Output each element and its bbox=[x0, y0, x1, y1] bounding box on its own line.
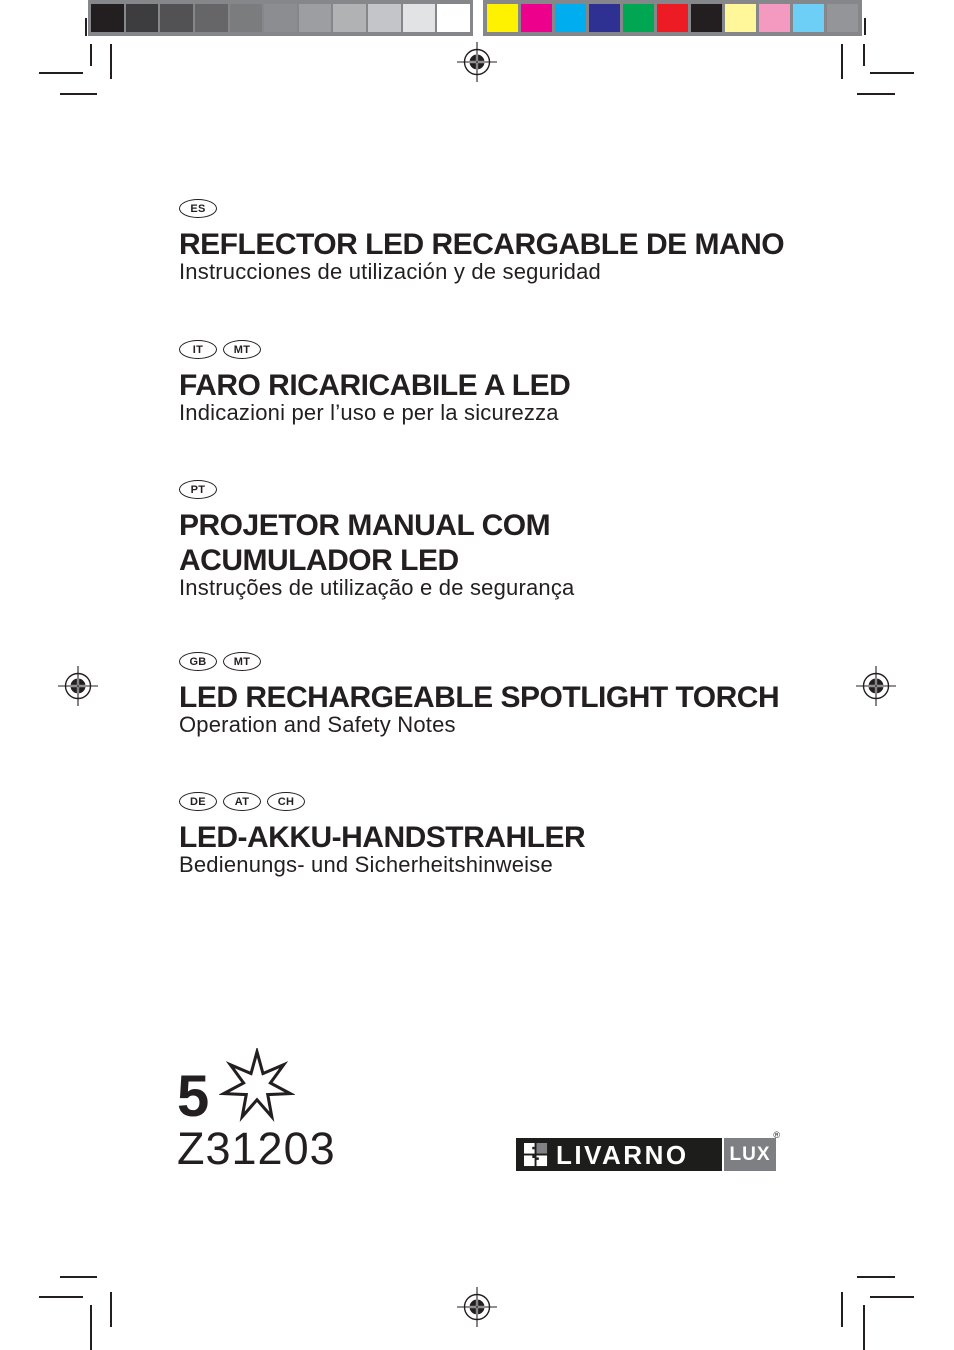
grayscale-swatch bbox=[299, 4, 332, 32]
section-gb-mt bbox=[179, 652, 779, 740]
crop-mark bbox=[60, 93, 97, 95]
crop-mark bbox=[841, 1292, 843, 1327]
language-badges bbox=[179, 480, 575, 499]
grayscale-swatch bbox=[264, 4, 297, 32]
registration-mark-icon bbox=[854, 664, 898, 708]
language-badge-es: ES bbox=[179, 199, 217, 218]
color-swatch bbox=[589, 4, 620, 32]
color-swatch bbox=[691, 4, 722, 32]
language-badges bbox=[179, 199, 784, 218]
color-swatch bbox=[725, 4, 756, 32]
crop-mark bbox=[39, 1296, 83, 1298]
crop-mark bbox=[870, 72, 914, 74]
strip-tick-left bbox=[85, 18, 87, 36]
language-badges bbox=[179, 792, 585, 811]
color-swatch bbox=[555, 4, 586, 32]
grayscale-swatch bbox=[437, 4, 470, 32]
strip-tick-right bbox=[864, 18, 866, 35]
language-badge-mt: MT bbox=[223, 340, 261, 359]
sub-brand-name: LUX bbox=[729, 1143, 771, 1165]
crop-mark bbox=[863, 44, 865, 66]
crop-mark bbox=[863, 1305, 865, 1350]
edition-number: 5 bbox=[177, 1064, 210, 1129]
language-badges bbox=[179, 340, 570, 359]
language-badge-de: DE bbox=[179, 792, 217, 811]
color-control-bar bbox=[483, 0, 862, 36]
language-badge-pt: PT bbox=[179, 480, 217, 499]
color-swatch bbox=[521, 4, 552, 32]
grayscale-swatch bbox=[230, 4, 263, 32]
grayscale-swatch bbox=[91, 4, 124, 32]
subtitle-gb: Operation and Safety Notes bbox=[179, 712, 456, 737]
lux-logo-box bbox=[724, 1130, 780, 1171]
seven-pointed-star-icon bbox=[219, 1048, 295, 1124]
language-badges bbox=[179, 652, 779, 671]
subtitle-es: Instrucciones de utilización y de seguridad bbox=[179, 259, 601, 284]
crop-mark bbox=[841, 44, 843, 79]
grayscale-swatch bbox=[195, 4, 228, 32]
crop-mark bbox=[90, 1305, 92, 1350]
crop-mark bbox=[870, 1296, 914, 1298]
registration-mark-icon bbox=[455, 40, 499, 84]
registration-mark-icon bbox=[455, 1285, 499, 1329]
crop-mark bbox=[857, 1276, 895, 1278]
language-badge-it: IT bbox=[179, 340, 217, 359]
section-de-at-ch bbox=[179, 792, 585, 880]
color-swatch bbox=[827, 4, 858, 32]
section-es bbox=[179, 199, 784, 287]
color-swatch bbox=[759, 4, 790, 32]
subtitle-it: Indicazioni per l’uso e per la sicurezza bbox=[179, 400, 559, 425]
livarno-lux-logo bbox=[516, 1130, 780, 1171]
crop-mark bbox=[90, 44, 92, 66]
subtitle-de: Bedienungs- und Sicherheitshinweise bbox=[179, 852, 553, 877]
product-title-gb: LED RECHARGEABLE SPOTLIGHT TORCH bbox=[179, 681, 780, 714]
grayscale-swatch bbox=[160, 4, 193, 32]
grayscale-control-bar bbox=[88, 0, 473, 36]
livarno-logo-bar bbox=[516, 1138, 722, 1171]
model-number: Z31203 bbox=[177, 1123, 336, 1174]
subtitle-pt: Instruções de utilização e de segurança bbox=[179, 575, 575, 600]
product-title-es: REFLECTOR LED RECARGABLE DE MANO bbox=[179, 228, 785, 261]
color-swatch bbox=[623, 4, 654, 32]
product-title-pt-line1: PROJETOR MANUAL COM bbox=[179, 509, 551, 542]
color-swatch bbox=[793, 4, 824, 32]
product-title-pt-line2: ACUMULADOR LED bbox=[179, 544, 459, 577]
product-title-it: FARO RICARICABILE A LED bbox=[179, 369, 571, 402]
product-title-de: LED-AKKU-HANDSTRAHLER bbox=[179, 821, 586, 854]
crop-mark bbox=[39, 72, 83, 74]
grayscale-swatch bbox=[333, 4, 366, 32]
color-swatch bbox=[487, 4, 518, 32]
section-it-mt bbox=[179, 340, 570, 428]
section-pt bbox=[179, 480, 575, 603]
window-icon bbox=[524, 1143, 549, 1167]
grayscale-swatch bbox=[368, 4, 401, 32]
registered-trademark-icon: ® bbox=[773, 1130, 780, 1140]
language-badge-at: AT bbox=[223, 792, 261, 811]
grayscale-swatch bbox=[126, 4, 159, 32]
crop-mark bbox=[857, 93, 895, 95]
crop-mark bbox=[110, 44, 112, 79]
language-badge-mt: MT bbox=[223, 652, 261, 671]
crop-mark bbox=[60, 1276, 97, 1278]
grayscale-swatch bbox=[403, 4, 436, 32]
language-badge-gb: GB bbox=[179, 652, 217, 671]
brand-name: LIVARNO bbox=[556, 1139, 689, 1170]
crop-mark bbox=[110, 1292, 112, 1327]
language-badge-ch: CH bbox=[267, 792, 305, 811]
registration-mark-icon bbox=[56, 664, 100, 708]
color-swatch bbox=[657, 4, 688, 32]
